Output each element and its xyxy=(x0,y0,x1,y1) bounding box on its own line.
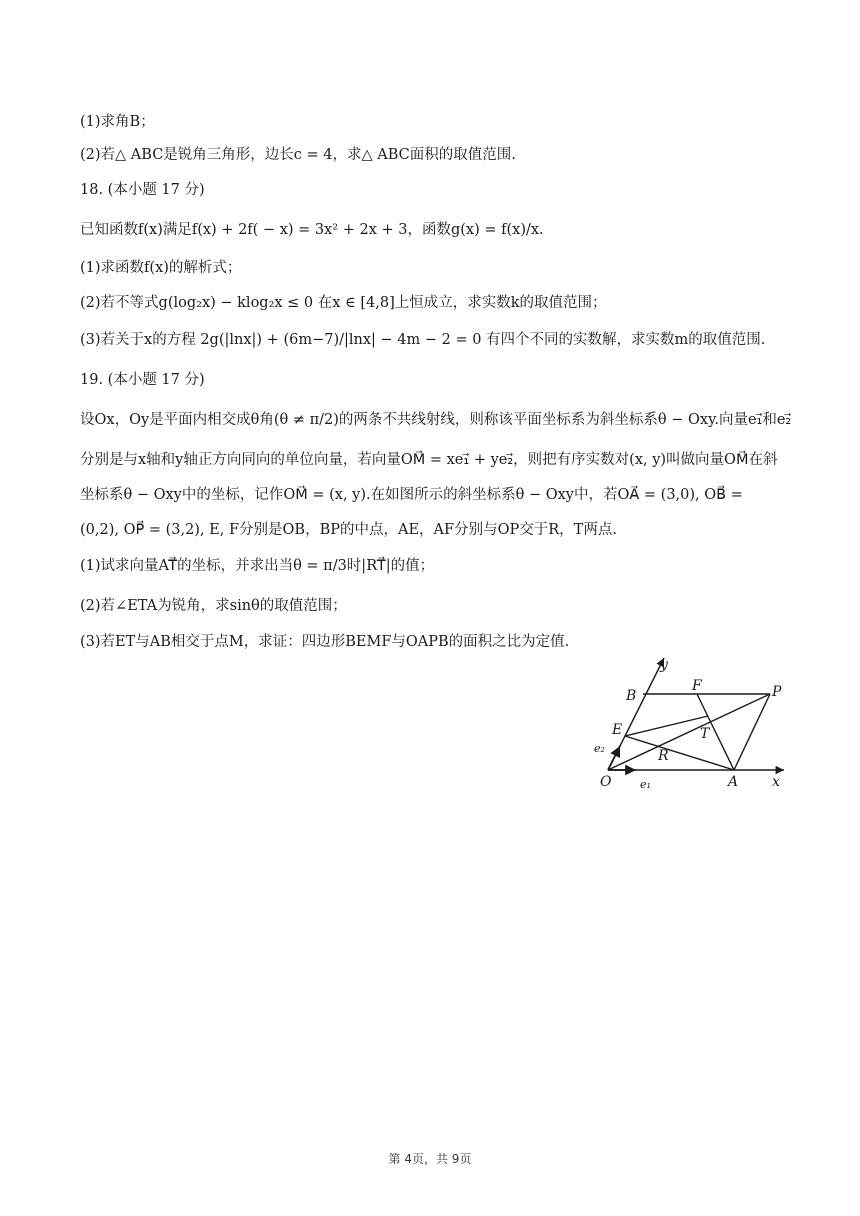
label-T: T xyxy=(700,726,710,742)
label-x: x xyxy=(772,774,780,790)
oblique-coordinate-figure xyxy=(588,652,818,792)
label-F: F xyxy=(692,678,702,694)
label-e1: e₁ xyxy=(640,778,651,791)
label-e2: e₂ xyxy=(594,742,605,755)
segment-OP xyxy=(608,694,770,770)
q19-stem-line1: 设Ox，Oy是平面内相交成θ角(θ ≠ π/2)的两条不共线射线，则称该平面坐标系为斜坐标系θ − Oxy.向量e₁⃗和e₂⃗ xyxy=(80,412,792,428)
e2-vector xyxy=(608,746,620,770)
q17-part2: (2)若△ ABC是锐角三角形，边长c = 4，求△ ABC面积的取值范围. xyxy=(80,147,516,163)
q19-stem-line4: (0,2), OP⃗ = (3,2), E, F分别是OB，BP的中点，AE，AF分别与OP交于R，T两点. xyxy=(80,522,617,538)
q18-part3: (3)若关于x的方程 2g(|lnx|) + (6m−7)/|lnx| − 4m − 2 = 0 有四个不同的实数解，求实数m的取值范围. xyxy=(80,332,766,348)
q19-header: 19. (本小题 17 分) xyxy=(80,372,205,388)
q19-stem-line2: 分别是与x轴和y轴正方向同向的单位向量，若向量OM⃗ = xe₁⃗ + ye₂⃗，则把有序实数对(x, y)叫做向量OM⃗在斜 xyxy=(80,452,778,468)
label-E: E xyxy=(612,722,623,738)
q18-stem: 已知函数f(x)满足f(x) + 2f( − x) = 3x² + 2x + 3，函数g(x) = f(x)/x. xyxy=(80,222,544,238)
label-B: B xyxy=(626,688,637,704)
q18-part1: (1)求函数f(x)的解析式； xyxy=(80,260,242,276)
q18-part2: (2)若不等式g(log₂x) − klog₂x ≤ 0 在x ∈ [4,8]上恒成立，求实数k的取值范围； xyxy=(80,295,607,311)
q19-part1: (1)试求向量AT⃗的坐标，并求出当θ = π/3时|RT⃗|的值； xyxy=(80,558,435,574)
label-A: A xyxy=(728,774,739,790)
page-footer: 第 4页，共 9页 xyxy=(388,1152,472,1166)
label-y: y xyxy=(660,657,668,673)
q19-stem-line3: 坐标系θ − Oxy中的坐标，记作OM⃗ = (x, y).在如图所示的斜坐标系θ − Oxy中，若OA⃗ = (3,0), OB⃗ = xyxy=(80,487,743,503)
q17-part1: (1)求角B； xyxy=(80,114,155,130)
q18-header: 18. (本小题 17 分) xyxy=(80,182,205,198)
segment-AE xyxy=(625,736,734,770)
q19-part3: (3)若ET与AB相交于点M，求证：四边形BEMF与OAPB的面积之比为定值. xyxy=(80,634,570,650)
q19-part2: (2)若∠ETA为锐角，求sinθ的取值范围； xyxy=(80,598,347,614)
label-O: O xyxy=(600,774,612,790)
label-R: R xyxy=(658,748,669,764)
label-P: P xyxy=(772,684,782,700)
figure-svg xyxy=(588,652,818,792)
segment-AP xyxy=(734,694,770,770)
segment-ET xyxy=(625,716,708,736)
